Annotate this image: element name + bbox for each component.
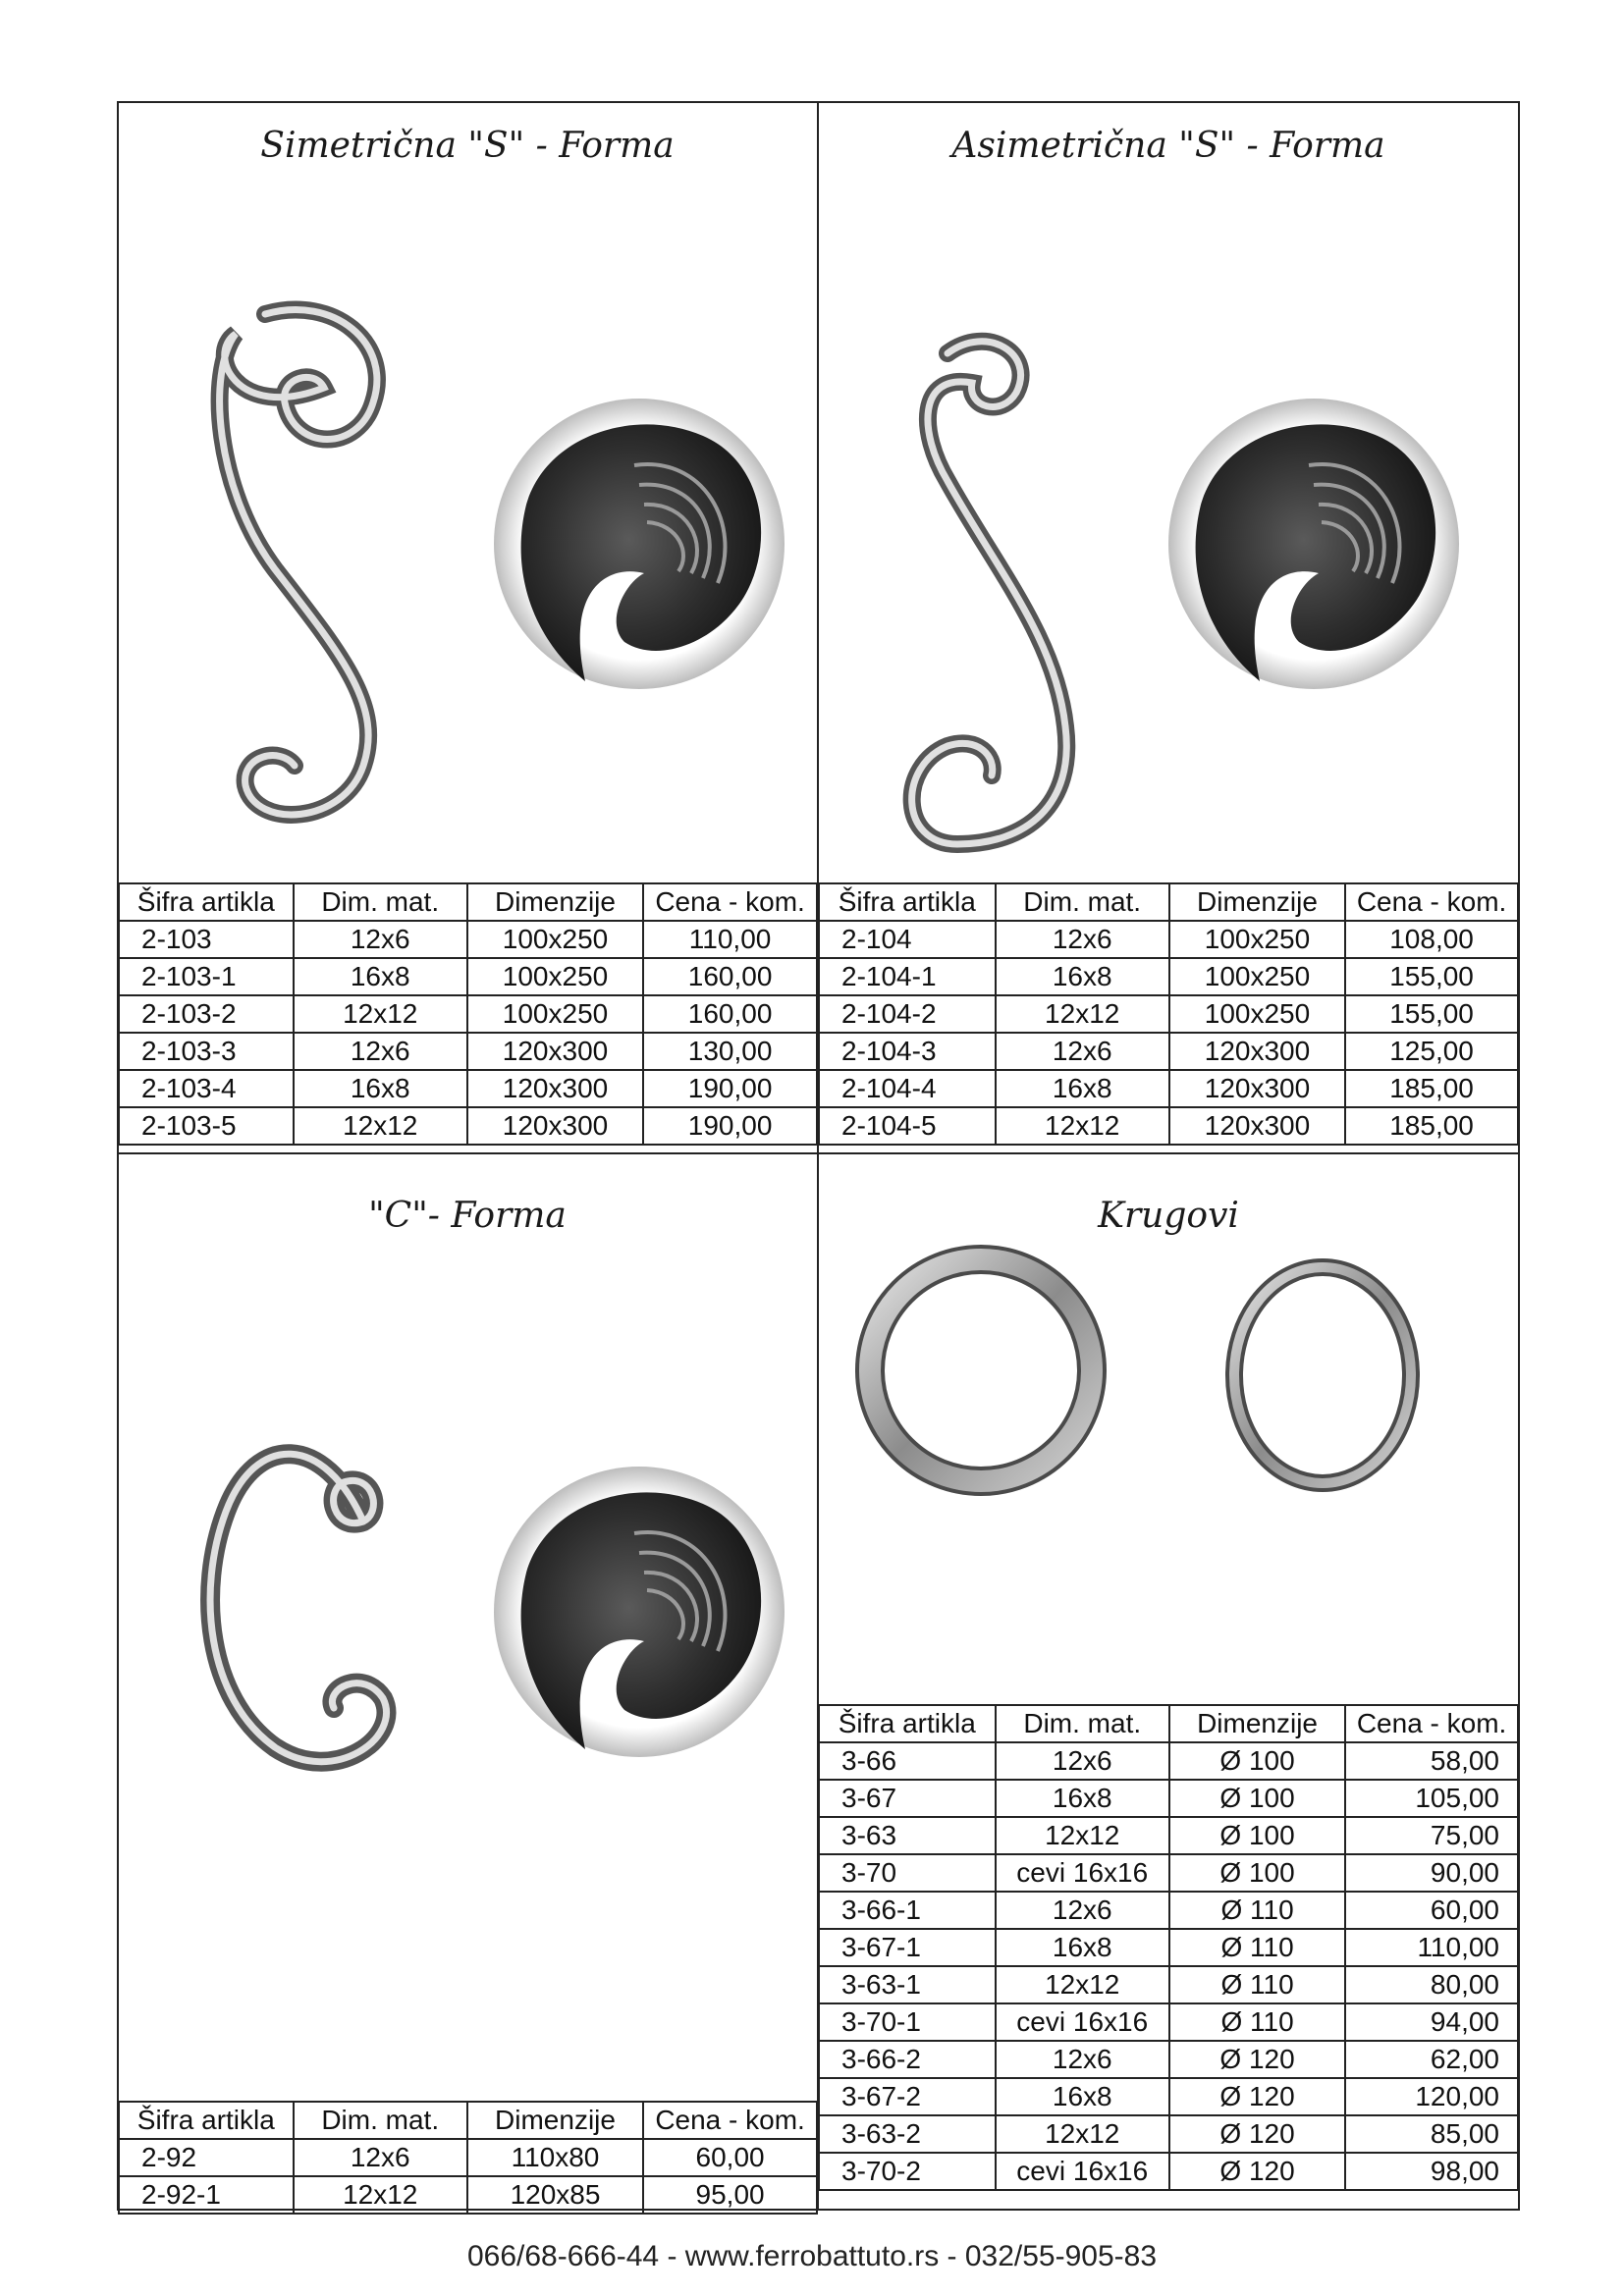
cell-code: 3-67-2 — [819, 2078, 996, 2115]
cell-price: 75,00 — [1345, 1817, 1518, 1854]
cell-dimensions: Ø 110 — [1169, 1966, 1345, 2003]
cell-dimensions: Ø 120 — [1169, 2041, 1345, 2078]
cell-dimensions: Ø 100 — [1169, 1854, 1345, 1892]
cell-code: 3-67 — [819, 1780, 996, 1817]
cell-code: 2-104-4 — [819, 1070, 996, 1107]
col-header-code: Šifra artikla — [119, 883, 294, 921]
cell-price: 108,00 — [1345, 921, 1518, 958]
table-row — [119, 2139, 817, 2176]
asymmetric-s-detail-image — [1162, 397, 1466, 691]
cell-price: 120,00 — [1345, 2078, 1518, 2115]
cell-material: 12x12 — [996, 1966, 1169, 2003]
cell-material: 12x12 — [996, 995, 1169, 1033]
cell-dimensions: 100x250 — [1169, 921, 1345, 958]
title-c-form: "C"- Forma — [368, 1196, 567, 1236]
cell-code: 3-66-1 — [819, 1892, 996, 1929]
cell-code: 3-63-1 — [819, 1966, 996, 2003]
table-row — [819, 921, 1518, 958]
cell-dimensions: Ø 100 — [1169, 1780, 1345, 1817]
cell-price: 155,00 — [1345, 958, 1518, 995]
cell-code: 2-104-2 — [819, 995, 996, 1033]
cell-code: 2-104 — [819, 921, 996, 958]
cell-price: 110,00 — [1345, 1929, 1518, 1966]
price-table-symmetric-s — [118, 882, 818, 1146]
price-table-c-form — [118, 2101, 818, 2215]
table-row — [119, 2176, 817, 2214]
cell-dimensions: Ø 100 — [1169, 1742, 1345, 1780]
cell-material: 12x6 — [996, 2041, 1169, 2078]
cell-price: 60,00 — [643, 2139, 817, 2176]
table-row — [819, 1892, 1518, 1929]
table-row — [819, 1070, 1518, 1107]
col-header-dimensions: Dimenzije — [1169, 1705, 1345, 1742]
table-row — [819, 1854, 1518, 1892]
c-form-scroll-image — [196, 1414, 422, 1787]
cell-material: 12x6 — [996, 1742, 1169, 1780]
cell-price: 110,00 — [643, 921, 817, 958]
table-row — [819, 1742, 1518, 1780]
cell-material: 12x12 — [996, 2115, 1169, 2153]
cell-price: 125,00 — [1345, 1033, 1518, 1070]
table-row — [819, 1817, 1518, 1854]
col-header-dimensions: Dimenzije — [1169, 883, 1345, 921]
cell-dimensions: Ø 110 — [1169, 1892, 1345, 1929]
cell-code: 3-70 — [819, 1854, 996, 1892]
table-row — [819, 2041, 1518, 2078]
table-row — [119, 1070, 817, 1107]
cell-price: 105,00 — [1345, 1780, 1518, 1817]
cell-code: 3-63-2 — [819, 2115, 996, 2153]
cell-code: 2-92-1 — [119, 2176, 294, 2214]
table-row — [819, 958, 1518, 995]
cell-material: 12x6 — [996, 1892, 1169, 1929]
col-header-dimensions: Dimenzije — [467, 883, 643, 921]
title-krugovi: Krugovi — [1098, 1196, 1239, 1236]
col-header-price: Cena - kom. — [1345, 1705, 1518, 1742]
cell-price: 160,00 — [643, 995, 817, 1033]
cell-price: 60,00 — [1345, 1892, 1518, 1929]
cell-dimensions: 100x250 — [467, 958, 643, 995]
table-row — [819, 1929, 1518, 1966]
cell-material: 12x6 — [996, 1033, 1169, 1070]
table-row — [119, 995, 817, 1033]
cell-material: cevi 16x16 — [996, 2003, 1169, 2041]
asymmetric-s-scroll-image — [889, 314, 1114, 864]
col-header-material: Dim. mat. — [294, 883, 467, 921]
cell-dimensions: Ø 100 — [1169, 1817, 1345, 1854]
cell-dimensions: 120x300 — [1169, 1033, 1345, 1070]
symmetric-s-scroll-image — [196, 294, 412, 844]
cell-material: 16x8 — [996, 958, 1169, 995]
price-table-krugovi — [818, 1704, 1519, 2191]
ring-edge-image — [1221, 1253, 1424, 1498]
table-row — [119, 921, 817, 958]
cell-code: 2-104-3 — [819, 1033, 996, 1070]
col-header-price: Cena - kom. — [1345, 883, 1518, 921]
cell-price: 185,00 — [1345, 1107, 1518, 1145]
cell-material: 12x6 — [294, 2139, 467, 2176]
cell-price: 185,00 — [1345, 1070, 1518, 1107]
table-row — [119, 1033, 817, 1070]
title-symmetric-s: Simetrična "S" - Forma — [260, 126, 675, 166]
cell-price: 190,00 — [643, 1070, 817, 1107]
cell-dimensions: 120x300 — [1169, 1070, 1345, 1107]
middle-divider — [117, 1152, 1520, 1154]
col-header-code: Šifra artikla — [819, 883, 996, 921]
cell-price: 94,00 — [1345, 2003, 1518, 2041]
table-row — [119, 1107, 817, 1145]
cell-material: cevi 16x16 — [996, 2153, 1169, 2190]
cell-material: 12x12 — [996, 1107, 1169, 1145]
cell-dimensions: 120x300 — [467, 1070, 643, 1107]
cell-material: 16x8 — [996, 1929, 1169, 1966]
cell-dimensions: 120x300 — [1169, 1107, 1345, 1145]
table-row — [819, 1033, 1518, 1070]
table-row — [119, 958, 817, 995]
cell-code: 2-104-1 — [819, 958, 996, 995]
cell-code: 3-66-2 — [819, 2041, 996, 2078]
cell-material: 16x8 — [996, 1780, 1169, 1817]
cell-price: 98,00 — [1345, 2153, 1518, 2190]
cell-code: 2-103-4 — [119, 1070, 294, 1107]
cell-price: 130,00 — [643, 1033, 817, 1070]
cell-price: 62,00 — [1345, 2041, 1518, 2078]
cell-material: 12x6 — [294, 1033, 467, 1070]
cell-material: 12x12 — [294, 1107, 467, 1145]
price-table-asymmetric-s — [818, 882, 1519, 1146]
col-header-price: Cena - kom. — [643, 883, 817, 921]
cell-code: 3-70-2 — [819, 2153, 996, 2190]
c-form-detail-image — [487, 1465, 791, 1759]
table-row — [819, 995, 1518, 1033]
cell-dimensions: 110x80 — [467, 2139, 643, 2176]
cell-material: 16x8 — [294, 958, 467, 995]
cell-code: 2-103-3 — [119, 1033, 294, 1070]
table-row — [819, 2115, 1518, 2153]
cell-price: 85,00 — [1345, 2115, 1518, 2153]
cell-code: 3-67-1 — [819, 1929, 996, 1966]
col-header-material: Dim. mat. — [996, 1705, 1169, 1742]
cell-code: 2-103-5 — [119, 1107, 294, 1145]
table-row — [819, 1780, 1518, 1817]
cell-code: 3-66 — [819, 1742, 996, 1780]
col-header-material: Dim. mat. — [294, 2102, 467, 2139]
cell-material: 12x12 — [294, 2176, 467, 2214]
cell-price: 58,00 — [1345, 1742, 1518, 1780]
cell-dimensions: 120x85 — [467, 2176, 643, 2214]
cell-material: 12x6 — [294, 921, 467, 958]
cell-material: 16x8 — [996, 2078, 1169, 2115]
cell-dimensions: Ø 110 — [1169, 2003, 1345, 2041]
cell-dimensions: 100x250 — [1169, 958, 1345, 995]
ring-flat-image — [852, 1243, 1110, 1498]
cell-price: 190,00 — [643, 1107, 817, 1145]
cell-dimensions: 120x300 — [467, 1033, 643, 1070]
symmetric-s-detail-image — [487, 397, 791, 691]
cell-code: 2-103-2 — [119, 995, 294, 1033]
cell-price: 90,00 — [1345, 1854, 1518, 1892]
cell-material: 16x8 — [294, 1070, 467, 1107]
cell-dimensions: Ø 120 — [1169, 2153, 1345, 2190]
table-row — [819, 1107, 1518, 1145]
cell-material: cevi 16x16 — [996, 1854, 1169, 1892]
cell-price: 155,00 — [1345, 995, 1518, 1033]
cell-price: 160,00 — [643, 958, 817, 995]
cell-code: 2-103 — [119, 921, 294, 958]
title-asymmetric-s: Asimetrična "S" - Forma — [951, 126, 1385, 166]
cell-dimensions: Ø 120 — [1169, 2115, 1345, 2153]
cell-price: 80,00 — [1345, 1966, 1518, 2003]
cell-dimensions: Ø 110 — [1169, 1929, 1345, 1966]
cell-dimensions: 100x250 — [1169, 995, 1345, 1033]
cell-code: 2-92 — [119, 2139, 294, 2176]
cell-code: 3-70-1 — [819, 2003, 996, 2041]
col-header-price: Cena - kom. — [643, 2102, 817, 2139]
table-row — [819, 2003, 1518, 2041]
col-header-material: Dim. mat. — [996, 883, 1169, 921]
table-row — [819, 2153, 1518, 2190]
cell-material: 12x12 — [996, 1817, 1169, 1854]
col-header-dimensions: Dimenzije — [467, 2102, 643, 2139]
cell-price: 95,00 — [643, 2176, 817, 2214]
cell-material: 12x12 — [294, 995, 467, 1033]
cell-material: 16x8 — [996, 1070, 1169, 1107]
col-header-code: Šifra artikla — [819, 1705, 996, 1742]
cell-dimensions: 120x300 — [467, 1107, 643, 1145]
cell-dimensions: Ø 120 — [1169, 2078, 1345, 2115]
footer-contact: 066/68-666-44 - www.ferrobattuto.rs - 032/55-905-83 — [466, 2240, 1158, 2272]
table-row — [819, 2078, 1518, 2115]
cell-material: 12x6 — [996, 921, 1169, 958]
table-row — [819, 1966, 1518, 2003]
col-header-code: Šifra artikla — [119, 2102, 294, 2139]
cell-dimensions: 100x250 — [467, 995, 643, 1033]
cell-code: 2-104-5 — [819, 1107, 996, 1145]
cell-code: 3-63 — [819, 1817, 996, 1854]
cell-dimensions: 100x250 — [467, 921, 643, 958]
cell-code: 2-103-1 — [119, 958, 294, 995]
